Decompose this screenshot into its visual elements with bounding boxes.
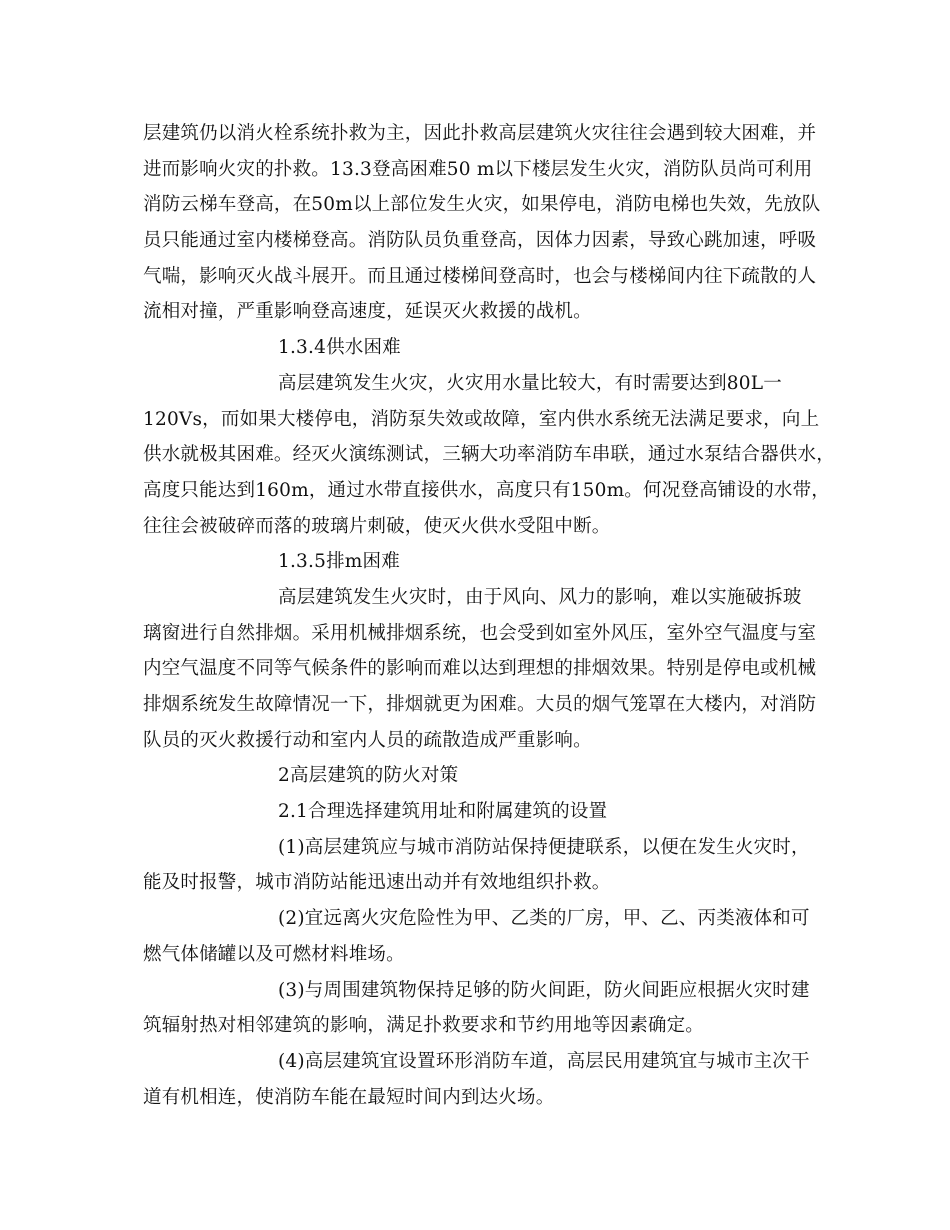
list-item-first-line: (2)宜远离火灾危险性为甲、乙类的厂房，甲、乙、丙类液体和可: [278, 908, 810, 930]
body-text-line: 员只能通过室内楼梯登高。消防队员负重登高，因体力因素，导致心跳加速，呼吸: [143, 230, 817, 252]
list-item-continuation: 筑辐射热对相邻建筑的影响，满足扑救要求和节约用地等因素确定。: [143, 1015, 705, 1037]
body-text-line: 高度只能达到160m，通过水带直接供水，高度只有150m。何况登高铺设的水带，: [143, 479, 831, 501]
list-item-continuation: 燃气体储罐以及可燃材料堆场。: [143, 943, 405, 965]
subsection-heading: 2.1合理选择建筑用址和附属建筑的设置: [278, 801, 608, 823]
body-text-line: 120Vs，而如果大楼停电，消防泵失效或故障，室内供水系统无法满足要求，向上: [143, 408, 820, 430]
body-text-line: 内空气温度不同等气候条件的影响而难以达到理想的排烟效果。特别是停电或机械: [143, 658, 817, 680]
body-text-line: 气喘，影响灭火战斗展开。而且通过楼梯间登高时，也会与楼梯间内往下疏散的人: [143, 265, 817, 287]
body-text-line: 排烟系统发生故障情况一下，排烟就更为困难。大员的烟气笼罩在大楼内，对消防: [143, 694, 817, 715]
body-text-line: 供水就极其困难。经灭火演练测试，三辆大功率消防车串联，通过水泵结合器供水，: [143, 444, 835, 466]
body-text-line: 消防云梯车登高，在50m以上部位发生火灾，如果停电，消防电梯也失效，先放队: [143, 194, 821, 216]
section-heading: 1.3.4供水困难: [278, 337, 401, 359]
body-text-line: 流相对撞，严重影响登高速度，延误灭火救援的战机。: [143, 301, 592, 323]
body-text-line: 往往会被破碎而落的玻璃片刺破，使灭火供水受阻中断。: [143, 515, 611, 537]
list-item-first-line: (1)高层建筑应与城市消防站保持便捷联系，以便在发生火灾时，: [278, 836, 810, 858]
document-body: [143, 116, 835, 1115]
section-heading: 1.3.5排m困难: [278, 551, 400, 573]
list-item-first-line: (3)与周围建筑物保持足够的防火间距，防火间距应根据火灾时建: [278, 979, 810, 1001]
body-text-line: 队员的灭火救援行动和室内人员的疏散造成严重影响。: [143, 729, 592, 751]
paragraph-first-line: 高层建筑发生火灾时，由于风向、风力的影响，难以实施破拆玻: [278, 586, 802, 608]
paragraph-first-line: 高层建筑发生火灾，火灾用水量比较大，有时需要达到80L一: [278, 372, 782, 394]
body-text-line: 层建筑仍以消火栓系统扑救为主，因此扑救高层建筑火灾往往会遇到较大困难，并: [143, 123, 817, 144]
list-item-continuation: 道有机相连，使消防车能在最短时间内到达火场。: [143, 1086, 555, 1108]
section-heading: 2高层建筑的防火对策: [278, 765, 459, 787]
list-item-first-line: (4)高层建筑宜设置环形消防车道，高层民用建筑宜与城市主次干: [278, 1050, 810, 1072]
list-item-continuation: 能及时报警，城市消防站能迅速出动并有效地组织扑救。: [143, 872, 611, 894]
body-text-line: 璃窗进行自然排烟。采用机械排烟系统，也会受到如室外风压，室外空气温度与室: [143, 622, 817, 644]
body-text-line: 进而影响火灾的扑救。13.3登高困难50 m以下楼层发生火灾，消防队员尚可利用: [143, 158, 813, 180]
